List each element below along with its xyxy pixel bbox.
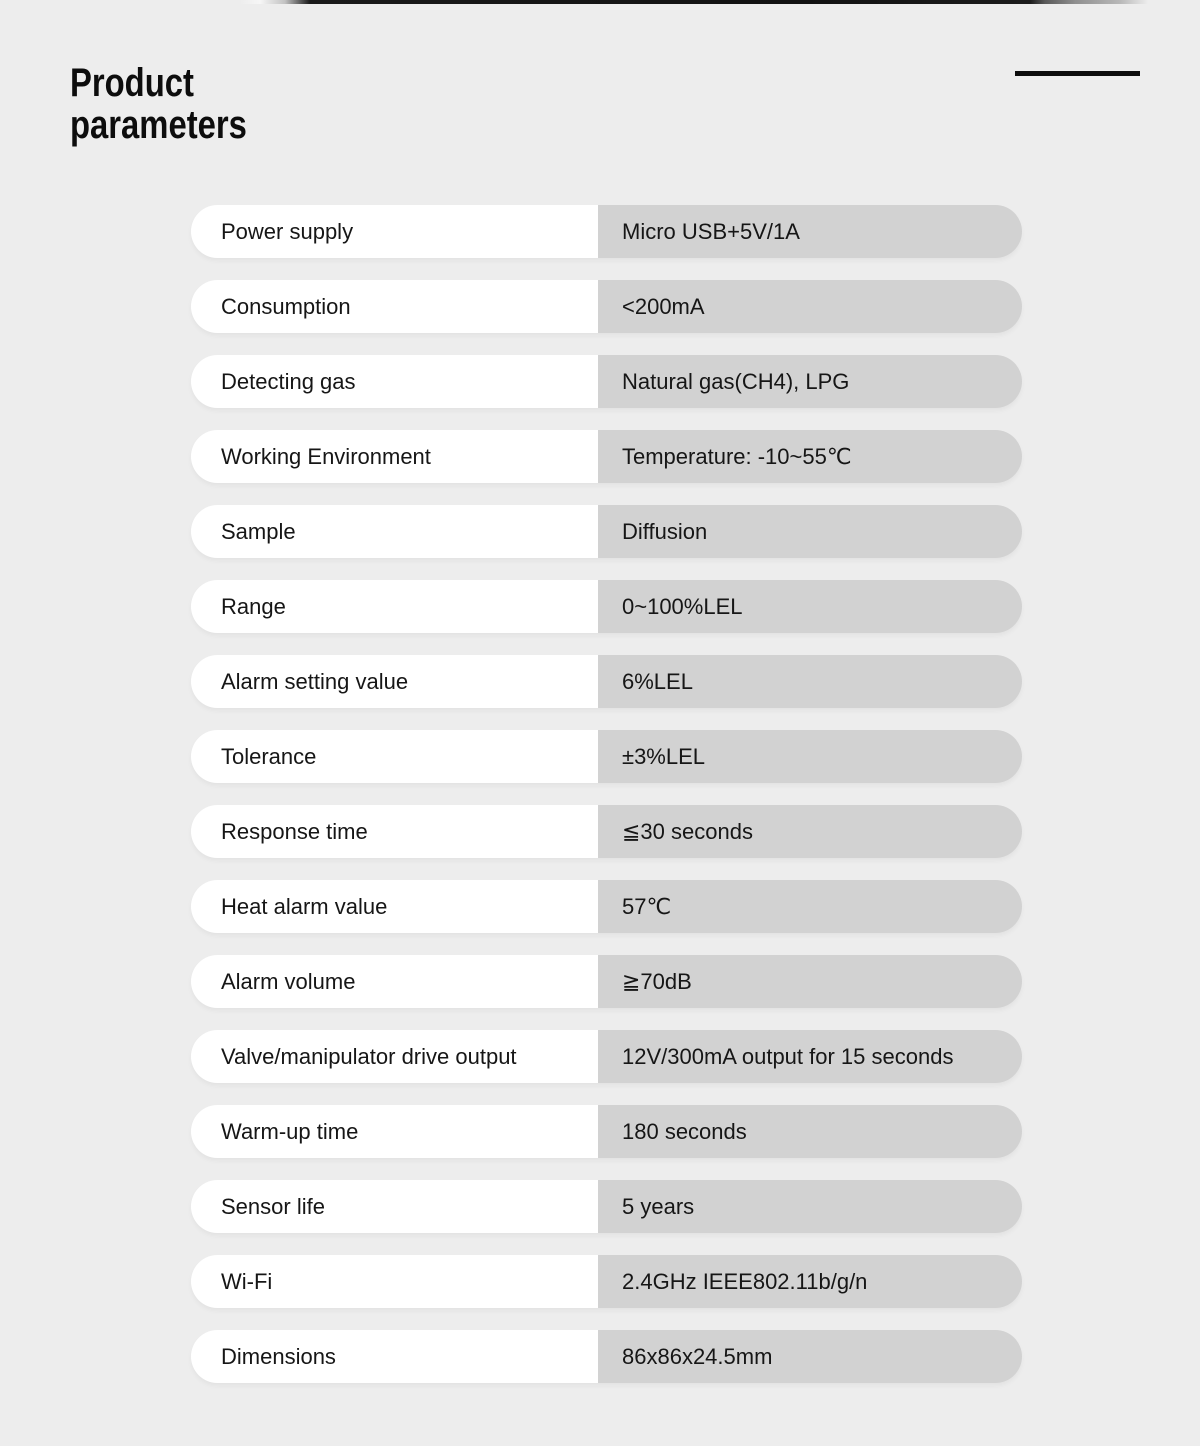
row-value: 6%LEL	[598, 655, 1022, 708]
row-value: Diffusion	[598, 505, 1022, 558]
row-value: 5 years	[598, 1180, 1022, 1233]
table-row	[191, 580, 1022, 633]
table-row	[191, 280, 1022, 333]
row-value: 12V/300mA output for 15 seconds	[598, 1030, 1022, 1083]
table-row	[191, 505, 1022, 558]
row-value: 2.4GHz IEEE802.11b/g/n	[598, 1255, 1022, 1308]
table-row	[191, 805, 1022, 858]
row-value: 86x86x24.5mm	[598, 1330, 1022, 1383]
row-value: 0~100%LEL	[598, 580, 1022, 633]
row-label: Heat alarm value	[191, 880, 598, 933]
row-label: Consumption	[191, 280, 598, 333]
table-row	[191, 955, 1022, 1008]
row-value: <200mA	[598, 280, 1022, 333]
row-label: Response time	[191, 805, 598, 858]
row-value: Micro USB+5V/1A	[598, 205, 1022, 258]
row-label: Alarm setting value	[191, 655, 598, 708]
row-label: Valve/manipulator drive output	[191, 1030, 598, 1083]
page-title-line-2: parameters	[70, 103, 247, 147]
top-image-crop-strip	[240, 0, 1150, 4]
row-label: Wi-Fi	[191, 1255, 598, 1308]
table-row	[191, 1330, 1022, 1383]
row-value: ≧70dB	[598, 955, 1022, 1008]
table-row	[191, 430, 1022, 483]
table-row	[191, 730, 1022, 783]
table-row	[191, 1255, 1022, 1308]
table-row	[191, 655, 1022, 708]
row-label: Warm-up time	[191, 1105, 598, 1158]
table-row	[191, 205, 1022, 258]
row-label: Range	[191, 580, 598, 633]
row-value: 180 seconds	[598, 1105, 1022, 1158]
row-label: Power supply	[191, 205, 598, 258]
row-label: Alarm volume	[191, 955, 598, 1008]
row-label: Sensor life	[191, 1180, 598, 1233]
row-value: 57℃	[598, 880, 1022, 933]
row-label: Working Environment	[191, 430, 598, 483]
row-label: Detecting gas	[191, 355, 598, 408]
table-row	[191, 1105, 1022, 1158]
row-value: ±3%LEL	[598, 730, 1022, 783]
row-label: Sample	[191, 505, 598, 558]
page-title	[70, 62, 247, 146]
row-value: Temperature: -10~55℃	[598, 430, 1022, 483]
row-label: Tolerance	[191, 730, 598, 783]
table-row	[191, 355, 1022, 408]
page-title-line-1: Product	[70, 61, 194, 105]
row-value: ≦30 seconds	[598, 805, 1022, 858]
table-row	[191, 880, 1022, 933]
accent-line	[1015, 71, 1140, 76]
row-label: Dimensions	[191, 1330, 598, 1383]
row-value: Natural gas(CH4), LPG	[598, 355, 1022, 408]
table-row	[191, 1030, 1022, 1083]
parameters-table	[191, 205, 1022, 1405]
table-row	[191, 1180, 1022, 1233]
